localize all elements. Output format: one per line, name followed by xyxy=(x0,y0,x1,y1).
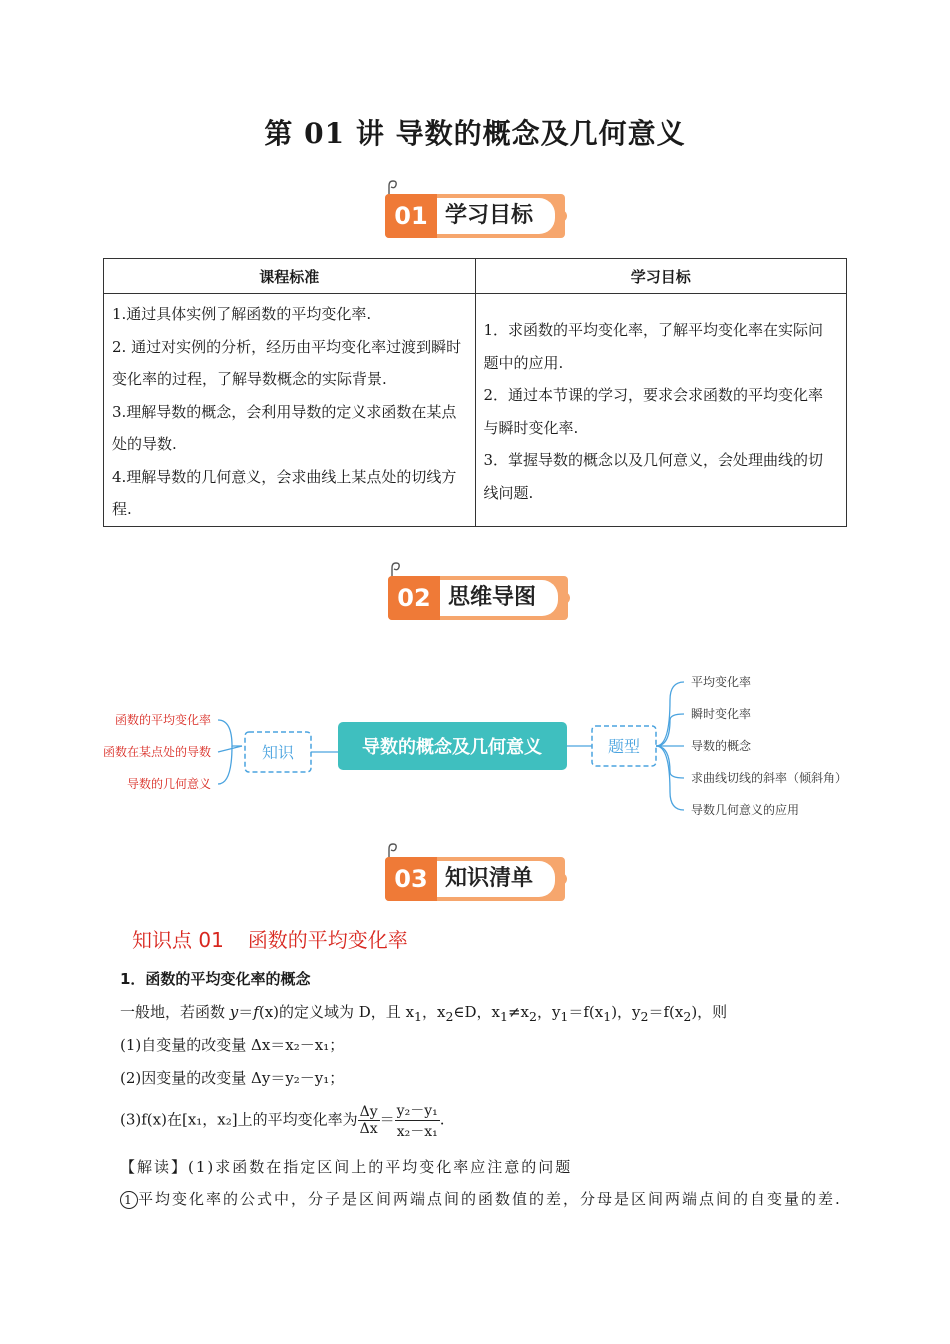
mindmap-left-item: 函数的平均变化率 xyxy=(114,713,211,727)
fraction: $\frac{\Delta y}{\Delta x}$ xyxy=(359,1104,378,1137)
section-label: 知识清单 xyxy=(437,861,555,897)
circled-number: 1 xyxy=(120,1191,138,1209)
concept-heading: 1．函数的平均变化率的概念 xyxy=(120,970,311,988)
list-item: 2．通过本节课的学习，要求会求函数的平均变化率与瞬时变化率. xyxy=(483,386,824,437)
mindmap-center-label: 导数的概念及几何意义 xyxy=(362,737,542,758)
definition-line: (1)自变量的改变量 Δx＝x₂－x₁； xyxy=(120,1036,345,1054)
mindmap-right-item: 平均变化率 xyxy=(691,675,752,689)
table-header-standard: 课程标准 xyxy=(104,259,476,294)
section-banner-knowledge xyxy=(385,843,585,913)
section-banner-goals xyxy=(385,180,585,250)
mindmap-right-item: 导数的概念 xyxy=(691,739,752,753)
goals-table xyxy=(103,258,847,527)
table-header-goal: 学习目标 xyxy=(475,259,847,294)
section-label: 思维导图 xyxy=(440,580,558,616)
mindmap-right-item: 导数几何意义的应用 xyxy=(691,803,800,817)
fraction: $\frac{\text{y₂－y₁}}{\text{x₂－x₁}}$ xyxy=(395,1100,440,1141)
list-item: 3．掌握导数的概念以及几何意义，会处理曲线的切线问题. xyxy=(483,451,824,502)
mindmap-right-node-label: 题型 xyxy=(607,737,641,756)
list-item: 2. 通过对实例的分析，经历由平均变化率过渡到瞬时变化率的过程，了解导数概念的实际背景. xyxy=(112,337,462,388)
goal-cell xyxy=(475,294,847,527)
section-banner-mindmap xyxy=(388,562,588,632)
mindmap-right-item: 瞬时变化率 xyxy=(691,707,752,721)
section-number: 01 xyxy=(385,194,437,238)
mindmap-left-node-label: 知识 xyxy=(261,743,295,762)
definition-line: (2)因变量的改变量 Δy＝y₂－y₁； xyxy=(120,1069,345,1087)
list-item: 3.理解导数的概念，会利用导数的定义求函数在某点处的导数. xyxy=(112,402,457,453)
mind-map xyxy=(80,660,880,830)
page-title: 第 01 讲 导数的概念及几何意义 xyxy=(264,117,686,150)
section-number: 03 xyxy=(385,857,437,901)
standard-cell xyxy=(104,294,476,527)
mindmap-left-item: 导数的几何意义 xyxy=(126,777,211,791)
knowledge-point-title xyxy=(132,924,408,953)
knowledge-point-name: 函数的平均变化率 xyxy=(247,928,408,952)
list-item: 1．求函数的平均变化率，了解平均变化率在实际问题中的应用. xyxy=(483,321,824,372)
knowledge-point-number: 知识点 01 xyxy=(132,928,224,952)
section-label: 学习目标 xyxy=(437,198,555,234)
definition-line: 一般地，若函数 y＝f(x)的定义域为 D，且 $x_1$，$x_2\in D$，$x_1\ne x_2$，$y_1=f(x_1)$，$y_2=f(x_2)$，则 xyxy=(120,1003,728,1024)
interpretation-item: 1 平均变化率的公式中，分子是区间两端点间的函数值的差，分母是区间两端点间的自变量的差. xyxy=(120,1188,842,1209)
mindmap-left-item: 函数在某点处的导数 xyxy=(102,745,211,759)
section-number: 02 xyxy=(388,576,440,620)
list-item: 4.理解导数的几何意义，会求曲线上某点处的切线方程. xyxy=(112,467,457,518)
mindmap-right-item: 求曲线切线的斜率（倾斜角） xyxy=(691,771,848,785)
interpretation-line: 【解读】(1)求函数在指定区间上的平均变化率应注意的问题 xyxy=(120,1158,573,1176)
list-item: 1.通过具体实例了解函数的平均变化率. xyxy=(112,305,372,323)
formula-line: (3)f(x)在[x₁，x₂]上的平均变化率为 $\frac{\Delta y}{\Delta x}$ ＝ $\frac{\text{y₂－y₁}}{\text{x₂－x₁}}$ . xyxy=(120,1100,445,1141)
